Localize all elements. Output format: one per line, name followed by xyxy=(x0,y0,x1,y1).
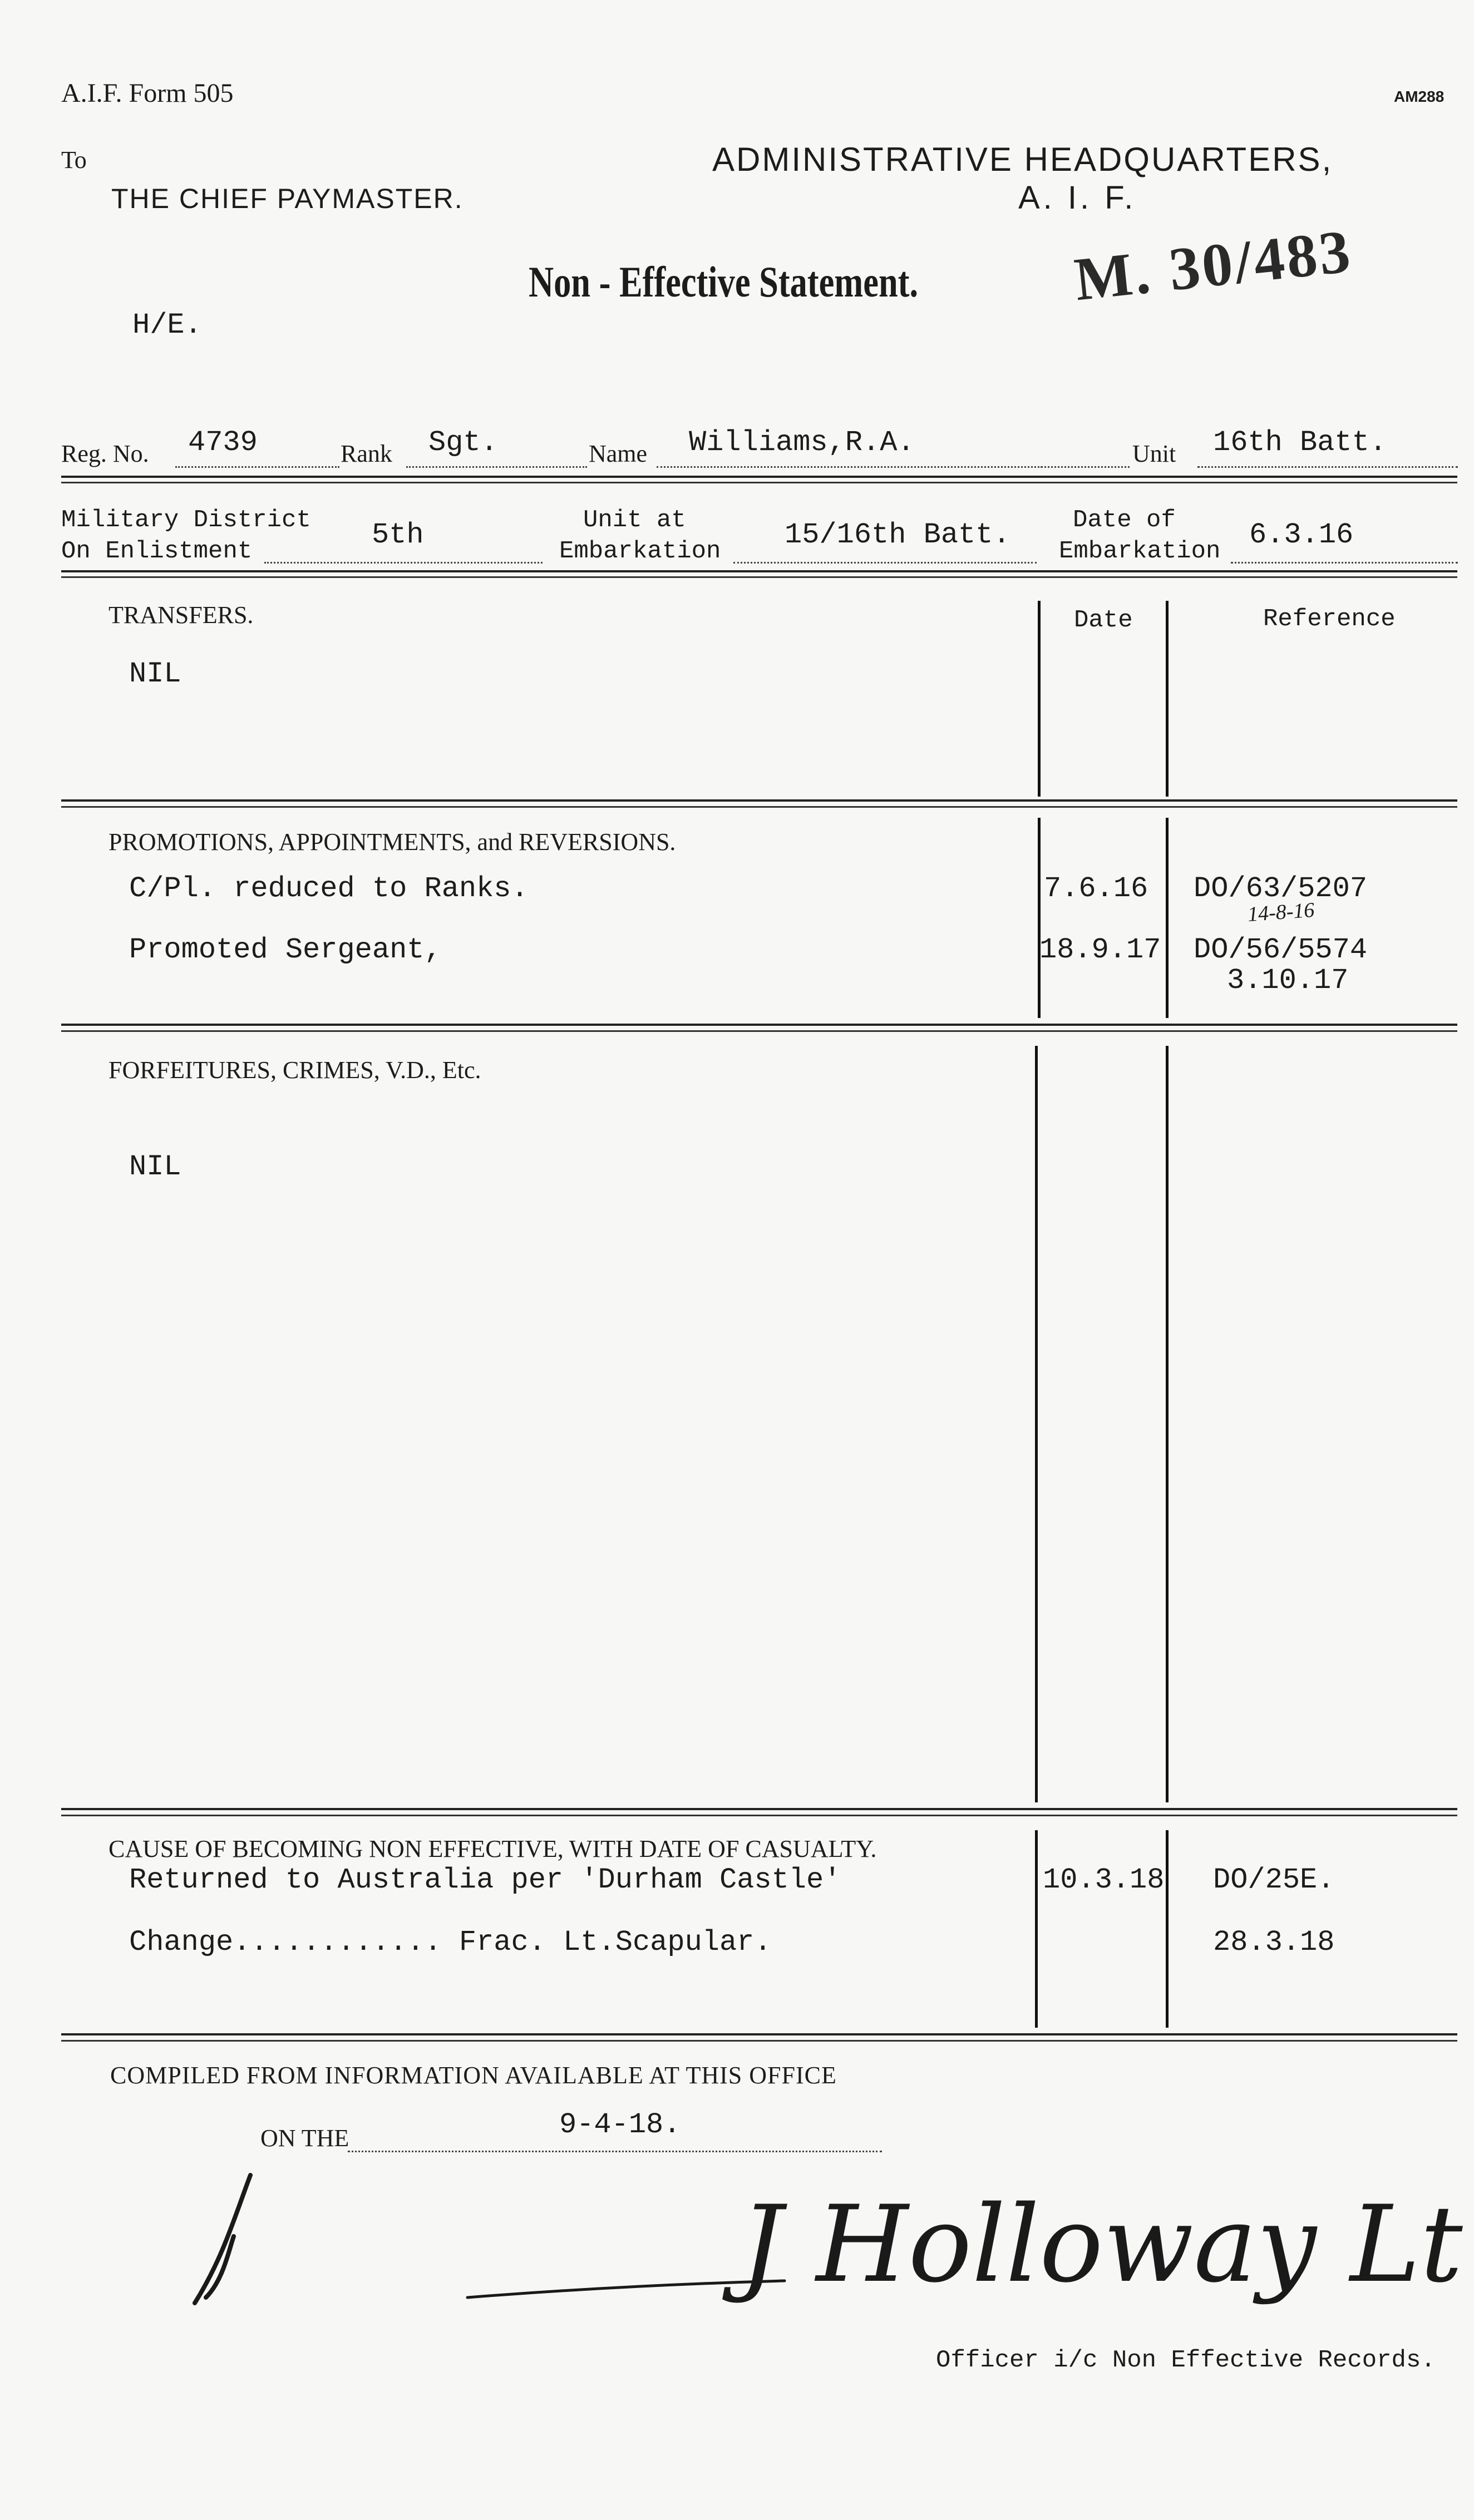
to-label: To xyxy=(61,146,87,174)
name-value: Williams,R.A. xyxy=(689,426,915,459)
cause-date: 10.3.18 xyxy=(1043,1864,1165,1896)
unit-value: 16th Batt. xyxy=(1213,426,1387,459)
file-number-stamp: M. 30/483 xyxy=(1071,216,1355,314)
promotion-ref-2: DO/56/5574 xyxy=(1194,933,1368,966)
addressee: THE CHIEF PAYMASTER. xyxy=(111,183,464,214)
promotion-ref-note-1: 14-8-16 xyxy=(1246,898,1315,927)
cause-ref: DO/25E. xyxy=(1213,1864,1335,1896)
promotion-ref-1: DO/63/5207 xyxy=(1194,872,1368,905)
transfers-heading: TRANSFERS. xyxy=(109,601,254,629)
cause-ref-date: 28.3.18 xyxy=(1213,1926,1335,1959)
promotion-ref-date-2: 3.10.17 xyxy=(1227,964,1349,997)
promotion-date-1: 7.6.16 xyxy=(1044,872,1148,905)
hq-line-1: ADMINISTRATIVE HEADQUARTERS, xyxy=(712,141,1333,178)
district-value: 5th xyxy=(372,518,424,551)
forfeitures-entry: NIL xyxy=(129,1150,181,1183)
reg-no-label: Reg. No. xyxy=(61,440,149,467)
promotion-text-2: Promoted Sergeant, xyxy=(129,933,442,966)
cause-line-2: Change............ Frac. Lt.Scapular. xyxy=(129,1926,772,1959)
promotions-heading: PROMOTIONS, APPOINTMENTS, and REVERSIONS. xyxy=(109,828,676,856)
on-the-label: ON THE xyxy=(260,2124,349,2152)
unit-emb-value: 15/16th Batt. xyxy=(785,518,1010,551)
date-column-header: Date xyxy=(1074,606,1133,634)
date-emb-label-1: Date of xyxy=(1073,506,1176,534)
forfeitures-heading: FORFEITURES, CRIMES, V.D., Etc. xyxy=(109,1056,481,1084)
promotion-date-2: 18.9.17 xyxy=(1039,933,1161,966)
district-label-2: On Enlistment xyxy=(61,537,253,565)
reference-column-header: Reference xyxy=(1263,605,1396,633)
date-emb-value: 6.3.16 xyxy=(1249,518,1354,551)
document-title: Non - Effective Statement. xyxy=(529,258,919,306)
rank-label: Rank xyxy=(341,440,392,467)
unit-label: Unit xyxy=(1132,440,1176,467)
officer-signature xyxy=(184,2170,1463,2336)
archive-code: AM288 xyxy=(1394,88,1445,105)
unit-emb-label-2: Embarkation xyxy=(559,537,721,565)
rank-value: Sgt. xyxy=(428,426,498,459)
he-mark: H/E. xyxy=(132,309,202,342)
cause-heading: CAUSE OF BECOMING NON EFFECTIVE, WITH DATE OF CASUALTY. xyxy=(109,1835,877,1862)
cause-line-1: Returned to Australia per 'Durham Castle' xyxy=(129,1864,841,1896)
on-the-date: 9-4-18. xyxy=(559,2108,681,2141)
reg-no-value: 4739 xyxy=(188,426,258,459)
svg-text:J Holloway Lt: J Holloway Lt xyxy=(740,2183,1463,2306)
transfers-entry: NIL xyxy=(129,658,181,690)
promotion-text-1: C/Pl. reduced to Ranks. xyxy=(129,872,529,905)
unit-emb-label-1: Unit at xyxy=(583,506,686,534)
hq-line-2: A. I. F. xyxy=(1018,180,1137,216)
form-number: A.I.F. Form 505 xyxy=(61,78,234,108)
officer-title: Officer i/c Non Effective Records. xyxy=(936,2346,1436,2374)
name-label: Name xyxy=(589,440,648,467)
district-label-1: Military District xyxy=(61,506,311,534)
date-emb-label-2: Embarkation xyxy=(1059,537,1221,565)
compiled-statement: COMPILED FROM INFORMATION AVAILABLE AT THIS OFFICE xyxy=(110,2062,837,2089)
